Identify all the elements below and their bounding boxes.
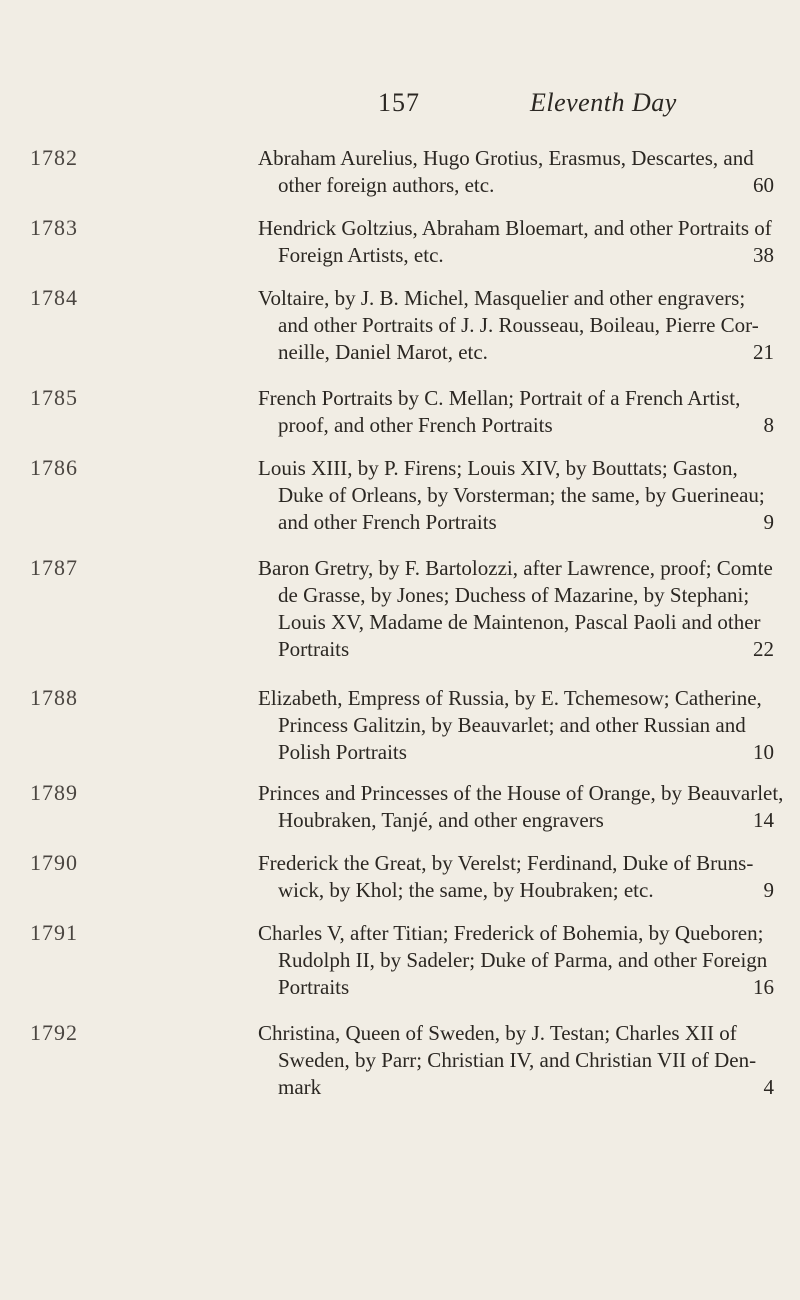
lot-number: 1784	[30, 285, 78, 310]
lot-description-line	[258, 685, 778, 712]
lot-line-text: and other Portraits of J. J. Rousseau, Boileau, Pierre Cor-	[278, 313, 759, 337]
lot-description	[258, 285, 778, 366]
lot-line-text: Frederick the Great, by Verelst; Ferdinand, Duke of Bruns-	[258, 851, 754, 875]
page-header	[0, 88, 800, 128]
lot-description	[258, 215, 778, 269]
lot-number: 1786	[30, 455, 78, 480]
lot-line-text: other foreign authors, etc.	[278, 173, 495, 197]
lot-number: 1792	[30, 1020, 78, 1045]
lot-description-line	[258, 1074, 778, 1101]
lot-line-text: Abraham Aurelius, Hugo Grotius, Erasmus, Descartes, and	[258, 146, 754, 170]
lot-quantity: 16	[753, 975, 774, 999]
lot-description	[258, 385, 778, 439]
lot-description-line	[258, 807, 778, 834]
lot-description-line	[258, 509, 778, 536]
lot-description	[258, 1020, 778, 1101]
lot-description-line	[258, 877, 778, 904]
lot-description	[258, 780, 784, 834]
lot-quantity: 22	[753, 637, 774, 661]
lot-description-line	[258, 312, 778, 339]
lot-line-text: Portraits	[278, 975, 350, 999]
lot-description-line	[258, 215, 778, 242]
lot-description-line	[258, 385, 778, 412]
lot-description-line	[258, 1020, 778, 1047]
lot-line-text: Voltaire, by J. B. Michel, Masquelier and other engravers;	[258, 286, 746, 310]
lot-line-text: wick, by Khol; the same, by Houbraken; etc.	[278, 878, 654, 902]
lot-number: 1789	[30, 780, 78, 805]
lot-description-line	[258, 850, 778, 877]
lot-description-line	[258, 974, 778, 1001]
lot-line-text: de Grasse, by Jones; Duchess of Mazarine, by Stephani;	[278, 583, 750, 607]
lot-line-text: Baron Gretry, by F. Bartolozzi, after Lawrence, proof; Comte	[258, 556, 773, 580]
lot-quantity: 38	[753, 243, 774, 267]
lot-line-text: French Portraits by C. Mellan; Portrait of a French Artist,	[258, 386, 741, 410]
lot-description-line	[258, 1047, 778, 1074]
lot-number: 1791	[30, 920, 78, 945]
lot-line-text: Houbraken, Tanjé, and other engravers	[278, 808, 604, 832]
lot-description-line	[258, 455, 778, 482]
lot-line-text: Portraits	[278, 637, 350, 661]
lot-description-line	[258, 285, 778, 312]
lot-description-line	[258, 582, 778, 609]
lot-description-line	[258, 242, 778, 269]
lot-quantity: 21	[753, 340, 774, 364]
lot-description-line	[258, 636, 778, 663]
lot-description	[258, 555, 778, 663]
lot-description	[258, 685, 778, 766]
lot-description-line	[258, 555, 778, 582]
lot-description	[258, 145, 778, 199]
lot-number: 1785	[30, 385, 78, 410]
lot-description-line	[258, 172, 778, 199]
lot-line-text: Duke of Orleans, by Vorsterman; the same, by Guerineau;	[278, 483, 765, 507]
day-title: Eleventh Day	[530, 88, 677, 117]
page-number: 157	[378, 88, 420, 117]
lot-description-line	[258, 339, 778, 366]
lot-quantity: 60	[753, 173, 774, 197]
lot-line-text: Rudolph II, by Sadeler; Duke of Parma, and other Foreign	[278, 948, 768, 972]
lot-description-line	[258, 780, 784, 807]
lot-line-text: Elizabeth, Empress of Russia, by E. Tchemesow; Catherine,	[258, 686, 762, 710]
lot-description-line	[258, 145, 778, 172]
lot-description-line	[258, 947, 778, 974]
lot-line-text: and other French Portraits	[278, 510, 497, 534]
lot-line-text: Charles V, after Titian; Frederick of Bohemia, by Queboren;	[258, 921, 764, 945]
lot-description-line	[258, 412, 778, 439]
lot-number: 1783	[30, 215, 78, 240]
lot-line-text: proof, and other French Portraits	[278, 413, 553, 437]
lot-description-line	[258, 739, 778, 766]
lot-line-text: Louis XIII, by P. Firens; Louis XIV, by Bouttats; Gaston,	[258, 456, 738, 480]
lot-line-text: Princes and Princesses of the House of Orange, by Beauvarlet,	[258, 781, 784, 805]
lot-number: 1787	[30, 555, 78, 580]
lot-number: 1790	[30, 850, 78, 875]
lot-line-text: Foreign Artists, etc.	[278, 243, 444, 267]
lot-description-line	[258, 609, 778, 636]
lot-line-text: Hendrick Goltzius, Abraham Bloemart, and other Portraits of	[258, 216, 772, 240]
lot-line-text: Christina, Queen of Sweden, by J. Testan; Charles XII of	[258, 1021, 737, 1045]
lot-line-text: neille, Daniel Marot, etc.	[278, 340, 488, 364]
lot-number: 1788	[30, 685, 78, 710]
lot-line-text: Sweden, by Parr; Christian IV, and Christian VII of Den-	[278, 1048, 757, 1072]
lot-description-line	[258, 712, 778, 739]
lot-quantity: 8	[763, 413, 774, 437]
lot-line-text: Louis XV, Madame de Maintenon, Pascal Paoli and other	[278, 610, 761, 634]
lot-description	[258, 455, 778, 536]
lot-line-text: Polish Portraits	[278, 740, 407, 764]
lot-description	[258, 920, 778, 1001]
lot-description-line	[258, 482, 778, 509]
lot-quantity: 14	[753, 808, 774, 832]
lot-quantity: 9	[763, 878, 774, 902]
lot-line-text: mark	[278, 1075, 322, 1099]
lot-quantity: 10	[753, 740, 774, 764]
lot-number: 1782	[30, 145, 78, 170]
lot-line-text: Princess Galitzin, by Beauvarlet; and other Russian and	[278, 713, 746, 737]
lot-quantity: 9	[763, 510, 774, 534]
lot-description-line	[258, 920, 778, 947]
lot-description	[258, 850, 778, 904]
lot-quantity: 4	[763, 1075, 774, 1099]
